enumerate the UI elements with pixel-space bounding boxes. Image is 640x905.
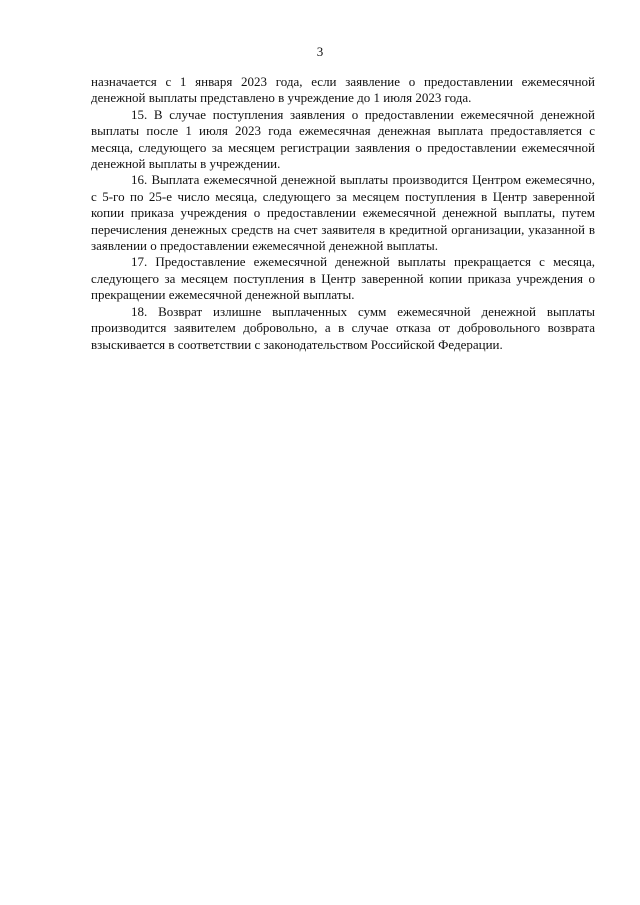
- page-number: 3: [316, 44, 324, 59]
- paragraph-15: 15. В случае поступления заявления о предоставлении ежемесячной денежной выплаты после 1 июля 2023 года ежемесячная денежная выплата предоставляется с месяца, следующего за месяцем регистрации заявления о предоставлении ежемесячной денежной выплаты в учреждении.: [91, 106, 595, 172]
- document-body: [91, 74, 595, 353]
- paragraph-continuation: назначается с 1 января 2023 года, если заявление о предоставлении ежемесячной денежной выплаты представлено в учреждение до 1 июля 2023 года.: [91, 74, 595, 106]
- paragraph-16: 16. Выплата ежемесячной денежной выплаты производится Центром ежемесячно, с 5-го по 25-е число месяца, следующего за месяцем поступления в Центр заверенной копии приказа учреждения о предоставлении ежемесячной денежной выплаты, путем перечисления денежных средств на счет заявителя в кредитной организации, указанной в заявлении о предоставлении ежемесячной денежной выплаты.: [91, 172, 595, 254]
- paragraph-17: 17. Предоставление ежемесячной денежной выплаты прекращается с месяца, следующего за месяцем поступления в Центр заверенной копии приказа учреждения о прекращении ежемесячной денежной выплаты.: [91, 254, 595, 303]
- paragraph-18: 18. Возврат излишне выплаченных сумм ежемесячной денежной выплаты производится заявителем добровольно, а в случае отказа от добровольного возврата взыскивается в соответствии с законодательством Российской Федерации.: [91, 303, 595, 352]
